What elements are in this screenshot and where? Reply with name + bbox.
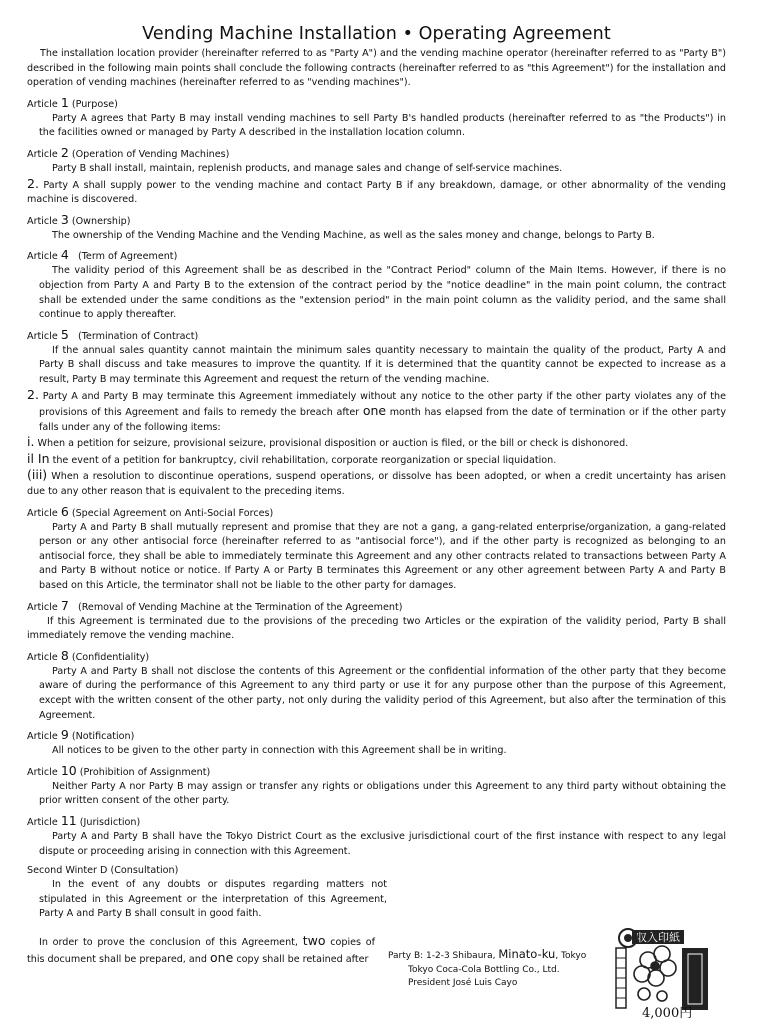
party-b-address: Party B: 1-2-3 Shibaura, Minato-ku, Tokyo [388,947,587,961]
article-3-heading: Article 3 (Ownership) [27,211,131,227]
article-5-item-iii: (iii) When a resolution to discontinue operations, suspend operations, or dissolve has been adopted, or when a credit uncertainty has arisen due to any other reason that is equivalent to the preceding items. [27,467,726,498]
stamp-price: 4,000円 [642,1006,693,1021]
article-10-text: Neither Party A nor Party B may assign or transfer any rights or obligations under this Agreement to any third party without obtaining the prior written consent of the other party. [39,780,726,807]
article-2-paragraph-2: 2. Party A shall supply power to the vending machine and contact Party B if any breakdown, damage, or other abnormality of the vending machine is discovered. [27,175,726,206]
article-11-heading: Article 11 (Jurisdiction) [27,812,141,828]
article-1-text: Party A agrees that Party B may install vending machines to sell Party B's handled products (hereinafter referred to as "the Products") in the facilities owned or managed by Party A described in the installation location column. [39,112,726,139]
article-2-text: Party B shall install, maintain, replenish products, and manage sales and change of self-service machines. [52,162,563,174]
article-10-heading: Article 10 (Prohibition of Assignment) [27,762,211,778]
article-5-item-ii: il In the event of a petition for bankruptcy, civil rehabilitation, corporate reorganization or special liquidation. [27,450,557,466]
article-8-heading: Article 8 (Confidentiality) [27,647,150,663]
party-b-president: President José Luis Cayo [408,978,518,988]
article-9-text: All notices to be given to the other party in connection with this Agreement shall be in writing. [52,745,507,757]
consultation-text: In the event of any doubts or disputes regarding matters not stipulated in this Agreement or the interpretation of this Agreement, Party A and Party B shall consult in good faith. [39,879,387,920]
article-5-heading: Article 5 (Termination of Contract) [27,326,199,342]
article-8-text: Party A and Party B shall not disclose the contents of this Agreement or the confidential information of the other party that they become aware of during the performance of this Agreement to any third party or use it for any purpose other than the purpose of this Agreement, except with the written consent of the other party, not only during the validity period of this Agreement, but also after the termination of this Agreement. [39,665,726,721]
consultation-heading: Second Winter D (Consultation) [27,865,179,877]
party-b-company: Tokyo Coca-Cola Bottling Co., Ltd. [408,964,560,975]
article-5-text: If the annual sales quantity cannot maintain the minimum sales quantity necessary to maintain the quality of the product, Party A and Party B shall discuss and take measures to improve the quantity. If it is determined that the quantity cannot be expected to increase as a result, Party B may terminate this Agreement and request the return of the vending machine. [39,344,726,385]
article-7-text: If this Agreement is terminated due to the provisions of the preceding two Articles or the expiration of the validity period, Party B shall immediately remove the vending machine. [27,615,726,642]
article-6-heading: Article 6 (Special Agreement on Anti-Social Forces) [27,503,274,519]
article-6-text: Party A and Party B shall mutually represent and promise that they are not a gang, a gang-related enterprise/organization, a gang-related person or any other antisocial force (hereinafter referred to as "antisocial force"), and if the other party is recognized as belonging to an antisocial force, they shall be able to immediately terminate this Agreement and any other contracts related to transactions between Party A and Party B without notice or notice. If Party A or Party B terminates this Agreement or any other agreement between Party A and Party B based on this Article, the terminator shall not be liable to the other party for damages. [39,521,726,592]
intro-paragraph: The installation location provider (hereinafter referred to as "Party A") and the vending machine operator (hereinafter referred to as "Party B") described in the following main points shall conclude the following contracts (hereinafter referred to as "this Agreement") for the installation and operation of vending machines (hereinafter referred to as "vending machines"). [27,48,726,89]
article-5-paragraph-2: 2. Party A and Party B may terminate this Agreement immediately without any notice to the other party if the other party violates any of the provisions of this Agreement and fails to remedy the breach after one month has elapsed from the date of termination or if the other party falls under any of the following items: [27,386,726,433]
article-1-heading: Article 1 (Purpose) [27,94,118,110]
article-5-item-i: i. When a petition for seizure, provisional seizure, provisional disposition or auction is filed, or the bill or check is dishonored. [27,434,629,450]
article-2-heading: Article 2 (Operation of Vending Machines) [27,144,230,160]
article-9-heading: Article 9 (Notification) [27,727,135,743]
article-4-text: The validity period of this Agreement shall be as described in the "Contract Period" column of the Main Items. However, if there is no objection from Party A and Party B to the extension of the contract period by the "notice deadline" in the main point column, the contract shall be extended under the same conditions as the "extension period" in the main point column as the validity period, and the same shall continue to apply thereafter. [39,265,726,321]
article-4-heading: Article 4 (Term of Agreement) [27,247,178,263]
signature-block [388,948,586,991]
article-7-heading: Article 7 (Removal of Vending Machine at the Termination of the Agreement) [27,597,403,613]
closing-text: In order to prove the conclusion of this Agreement, two copies of this document shall be prepared, and one copy shall be retained after [27,932,376,965]
document-title: Vending Machine Installation • Operating Agreement [142,24,611,44]
article-11-text: Party A and Party B shall have the Tokyo District Court as the exclusive jurisdictional court of the first instance with respect to any legal dispute or proceeding arising in connection with this Agreement. [39,830,726,857]
article-3-text: The ownership of the Vending Machine and the Vending Machine, as well as the sales money and change, belongs to Party B. [52,229,655,241]
stamp-header-text: 収入印紙 [636,931,680,944]
